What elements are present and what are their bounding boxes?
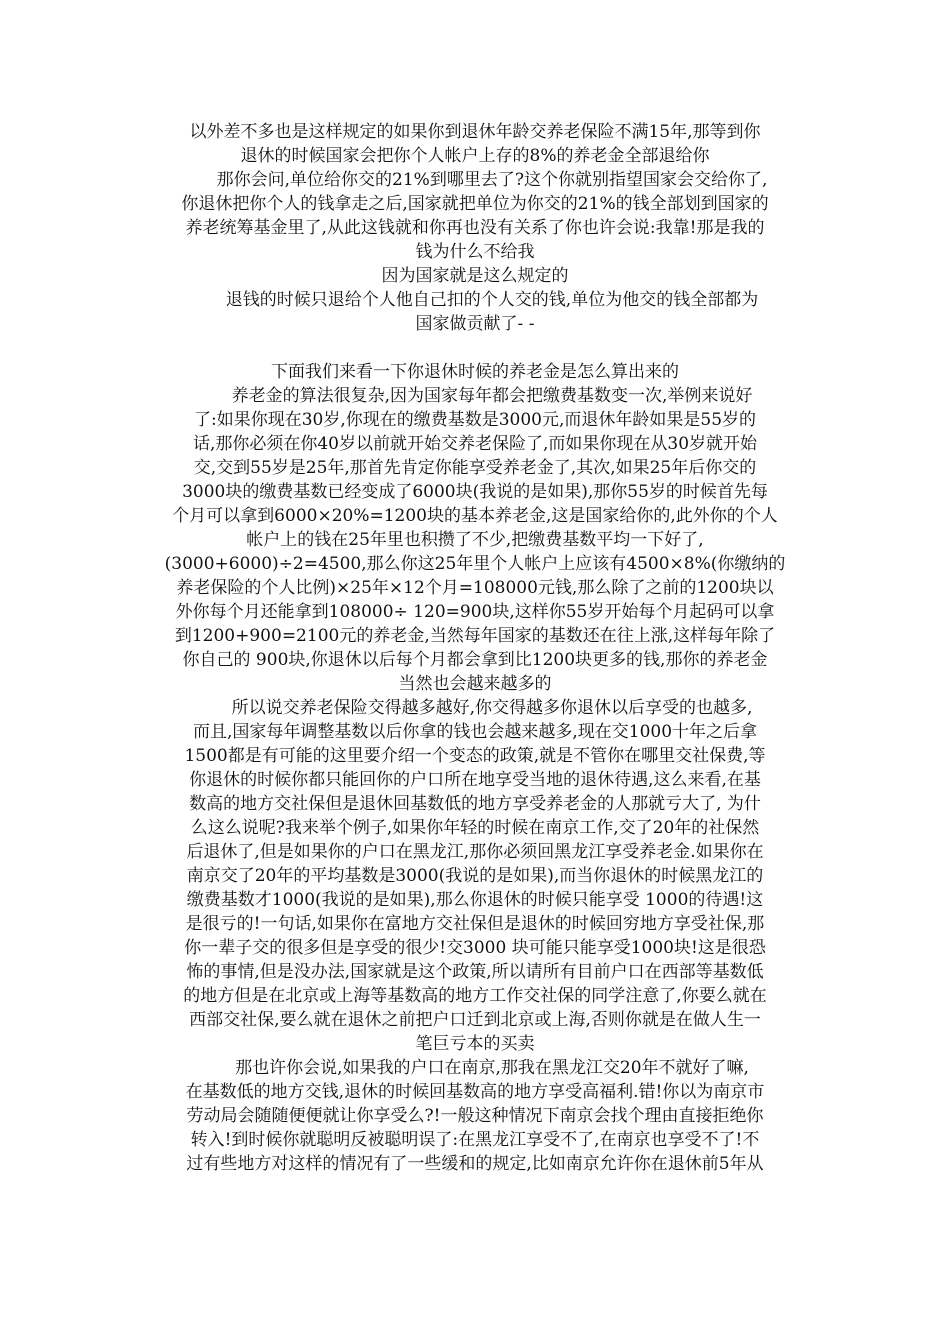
text-line: 转入!到时候你就聪明反被聪明误了:在黑龙江享受不了,在南京也享受不了!不 — [190, 1130, 760, 1150]
text-line: 退休的时候国家会把你个人帐户上存的8%的养老金全部退给你 — [240, 146, 710, 166]
text-line: 缴费基数才1000(我说的是如果),那么你退休的时候只能享受 1000的待遇!这 — [186, 890, 764, 910]
text-line: 的地方但是在北京或上海等基数高的地方工作交社保的同学注意了,你要么就在 — [183, 986, 767, 1006]
text-line: (3000+6000)÷2=4500,那么你这25年里个人帐户上应该有4500×8%(你缴纳的 — [164, 554, 786, 574]
text-line: 西部交社保,要么就在退休之前把户口迁到北京或上海,否则你就是在做人生一 — [189, 1010, 761, 1030]
text-line: 帐户上的钱在25年里也积攒了不少,把缴费基数平均一下好了, — [246, 530, 704, 550]
text-line: 南京交了20年的平均基数是3000(我说的是如果),而当你退休的时候黑龙江的 — [186, 866, 764, 886]
text-line: 当然也会越来越多的 — [398, 674, 552, 694]
text-line: 在基数低的地方交钱,退休的时候回基数高的地方享受高福利.错!你以为南京市 — [185, 1082, 765, 1102]
document-body — [100, 120, 850, 1176]
text-line: 所以说交养老保险交得越多越好,你交得越多你退休以后享受的也越多, — [197, 698, 753, 718]
text-line: 后退休了,但是如果你的户口在黑龙江,那你必须回黑龙江享受养老金.如果你在 — [186, 842, 764, 862]
text-line: 以外差不多也是这样规定的如果你到退休年龄交养老保险不满15年,那等到你 — [189, 122, 761, 142]
text-line: 劳动局会随随便便就让你享受么?!一般这种情况下南京会找个理由直接拒绝你 — [186, 1106, 764, 1126]
text-line: 你自己的 900块,你退休以后每个月都会拿到比1200块更多的钱,那你的养老金 — [182, 650, 768, 670]
text-line: 过有些地方对这样的情况有了一些缓和的规定,比如南京允许你在退休前5年从 — [186, 1154, 764, 1174]
text-line: 因为国家就是这么规定的 — [381, 266, 569, 286]
text-line: 国家做贡献了- - — [415, 314, 535, 334]
text-line: 怖的事情,但是没办法,国家就是这个政策,所以请所有目前户口在西部等基数低 — [186, 962, 764, 982]
text-line: 钱为什么不给我 — [415, 242, 535, 262]
text-line: 个月可以拿到6000×20%=1200块的基本养老金,这是国家给你的,此外你的个人 — [172, 506, 778, 526]
text-line: 养老保险的个人比例)×25年×12个月=108000元钱,那么除了之前的1200块以 — [176, 578, 774, 598]
text-line: 外你每个月还能拿到108000÷ 120=900块,这样你55岁开始每个月起码可以拿 — [175, 602, 775, 622]
text-line: 下面我们来看一下你退休时候的养老金是怎么算出来的 — [271, 362, 679, 382]
text-line: 那也许你会说,如果我的户口在南京,那我在黑龙江交20年不就好了嘛, — [201, 1058, 749, 1078]
text-line: 你退休把你个人的钱拿走之后,国家就把单位为你交的21%的钱全部划到国家的 — [181, 194, 769, 214]
text-line: 是很亏的!一句话,如果你在富地方交社保但是退休的时候回穷地方享受社保,那 — [185, 914, 765, 934]
text-line: 养老金的算法很复杂,因为国家每年都会把缴费基数变一次,举例来说好 — [197, 386, 753, 406]
text-line: 数高的地方交社保但是退休回基数低的地方享受养老金的人那就亏大了, 为什 — [189, 794, 761, 814]
text-line: 交,交到55岁是25年,那首先肯定你能享受养老金了,其次,如果25年后你交的 — [193, 458, 757, 478]
text-line: 3000块的缴费基数已经变成了6000块(我说的是如果),那你55岁的时候首先每 — [182, 482, 768, 502]
text-line: 1500都是有可能的这里要介绍一个变态的政策,就是不管你在哪里交社保费,等 — [184, 746, 766, 766]
text-line: 你一辈子交的很多但是享受的很少!交3000 块可能只能享受1000块!这是很恐 — [184, 938, 766, 958]
text-line: 笔巨亏本的买卖 — [415, 1034, 535, 1054]
blank-line — [100, 336, 850, 360]
text-line: 你退休的时候你都只能回你的户口所在地享受当地的退休待遇,这么来看,在基 — [189, 770, 761, 790]
text-line: 了:如果你现在30岁,你现在的缴费基数是3000元,而退休年龄如果是55岁的 — [193, 410, 757, 430]
text-line: 养老统筹基金里了,从此这钱就和你再也没有关系了你也许会说:我靠!那是我的 — [185, 218, 765, 238]
text-line: 那你会问,单位给你交的21%到哪里去了?这个你就别指望国家会交给你了, — [182, 170, 768, 190]
text-line: 退钱的时候只退给个人他自己扣的个人交的钱,单位为他交的钱全部都为 — [191, 290, 759, 310]
text-line: 么这么说呢?我来举个例子,如果你年轻的时候在南京工作,交了20年的社保然 — [190, 818, 760, 838]
text-line: 而且,国家每年调整基数以后你拿的钱也会越来越多,现在交1000十年之后拿 — [192, 722, 758, 742]
text-line: 话,那你必须在你40岁以前就开始交养老保险了,而如果你现在从30岁就开始 — [192, 434, 758, 454]
text-line: 到1200+900=2100元的养老金,当然每年国家的基数还在往上涨,这样每年除了 — [174, 626, 776, 646]
